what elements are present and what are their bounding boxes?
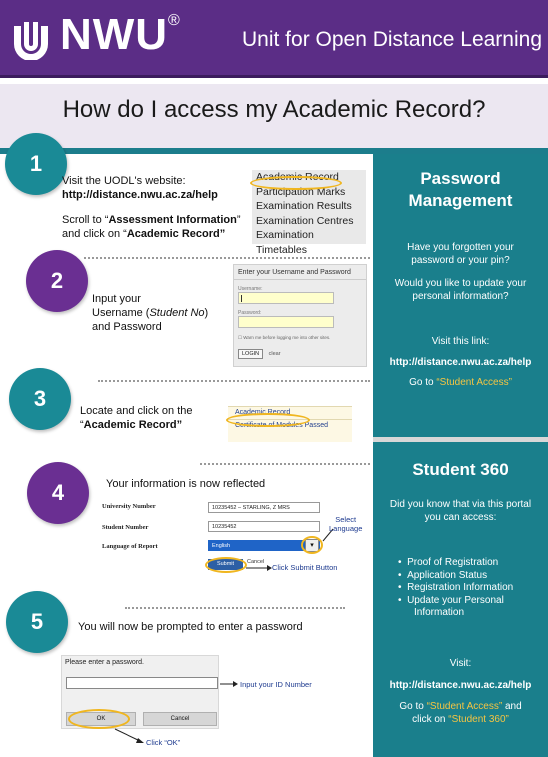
login-button[interactable]: LOGIN: [238, 349, 263, 359]
cancel-button[interactable]: Cancel: [247, 559, 265, 565]
highlight-oval: [250, 176, 342, 190]
list-item-continued: Information: [414, 607, 465, 618]
highlight-oval: [205, 557, 247, 573]
password-field[interactable]: [238, 316, 334, 328]
student-360-list: [398, 557, 538, 620]
list-item: • Registration Information: [398, 582, 514, 593]
language-select[interactable]: English: [208, 540, 320, 551]
ok-button[interactable]: OK: [66, 712, 136, 726]
ok-note: Click “OK”: [146, 738, 181, 747]
id-number-note: Input your ID Number: [240, 680, 312, 689]
goto-student-access: Go to “Student Access”: [409, 377, 512, 388]
warn-checkbox[interactable]: ☐ Warn me before logging me into other sites.: [238, 335, 331, 340]
step-1-instructions: Scroll to “Assessment Information” and click on “Academic Record”: [62, 214, 241, 240]
menu-item-examination-results[interactable]: Examination Results: [256, 200, 352, 212]
certificate-link[interactable]: Certificate of Modules Passed: [228, 419, 352, 432]
list-item: • Proof of Registration: [398, 557, 499, 568]
menu-item-examination-centres[interactable]: Examination Centres: [256, 214, 354, 227]
submit-note: Click Submit Button: [272, 563, 338, 572]
clear-link[interactable]: clear: [268, 351, 281, 357]
step-5-text: You will now be prompted to enter a password: [78, 621, 303, 633]
update-question: Would you like to update your personal information?: [394, 278, 527, 302]
arrow-right-icon: [246, 564, 272, 572]
menu-item-participation-marks[interactable]: Participation Marks: [256, 185, 346, 198]
step-1-line1: Visit the UODL's website:: [62, 175, 186, 187]
select-language-note: Select Language: [329, 515, 363, 533]
language-label: Language of Report: [102, 543, 158, 550]
step-2-text: Input your Username (Student No) and Password: [92, 293, 209, 333]
step-1-url[interactable]: http://distance.nwu.ac.za/help: [62, 189, 218, 201]
username-label: Username:: [238, 286, 263, 292]
list-item: • Application Status: [398, 569, 488, 581]
password-question: Have you forgotten your password or your pin?: [407, 242, 514, 266]
help-url-link[interactable]: http://distance.nwu.ac.za/help: [389, 357, 532, 368]
academic-record-link[interactable]: Academic Record: [235, 409, 291, 416]
unit-title: Unit for Open Distance Learning: [242, 28, 542, 51]
login-buttons: [238, 349, 366, 359]
university-number-label: University Number: [102, 503, 156, 510]
step-1-text: [62, 174, 218, 202]
step-3-text: Locate and click on the “Academic Record”: [80, 405, 193, 431]
arrow-right-icon: [220, 680, 238, 688]
visit-label: Visit:: [449, 658, 472, 669]
dotted-divider: [125, 607, 345, 609]
password-input[interactable]: [66, 677, 218, 689]
page-title: How do I access my Academic Record?: [62, 96, 486, 123]
dotted-divider: [98, 380, 370, 382]
university-number-field[interactable]: 10235452 – STARLING, Z MRS: [208, 502, 320, 513]
dotted-divider: [84, 257, 370, 259]
password-label: Password:: [238, 310, 262, 316]
logo-text: NWU: [60, 10, 169, 59]
student-360-title: Student 360: [412, 460, 509, 479]
highlight-oval: [226, 413, 310, 427]
step-1-badge: 1: [5, 133, 67, 195]
registered-mark: ®: [168, 12, 180, 29]
step-5-badge: 5: [6, 591, 68, 653]
student-360-intro: Did you know that via this portal you can access:: [389, 499, 532, 523]
dotted-divider: [200, 463, 370, 465]
menu-item-examination-timetables[interactable]: Examination Timetables: [256, 229, 314, 256]
login-form: [233, 264, 367, 367]
password-management-title: Password Management: [408, 169, 513, 210]
goto-student-360: Go to “Student Access” and click on “Student 360”: [399, 701, 522, 725]
login-header: Enter your Username and Password: [234, 265, 366, 280]
arrow-icon: [114, 728, 144, 744]
username-field[interactable]: [238, 292, 334, 304]
highlight-oval: [68, 709, 130, 729]
student-number-field[interactable]: 10235452: [208, 521, 320, 532]
visit-link-label: Visit this link:: [431, 336, 490, 347]
chevron-down-icon[interactable]: ▾: [305, 539, 319, 552]
nwu-logo-icon: [10, 18, 52, 60]
step-2-badge: 2: [26, 250, 88, 312]
student-number-label: Student Number: [102, 524, 149, 531]
step-4-heading: Your information is now reflected: [106, 478, 266, 490]
step-4-badge: 4: [27, 462, 89, 524]
menu-item-academic-record[interactable]: Academic Record: [256, 171, 339, 183]
student-360-url-link[interactable]: http://distance.nwu.ac.za/help: [389, 680, 532, 691]
list-item: • Update your Personal: [398, 594, 504, 606]
submit-button[interactable]: Submit: [208, 559, 243, 570]
password-prompt: Please enter a password.: [65, 659, 144, 666]
step-3-badge: 3: [9, 368, 71, 430]
cancel-button[interactable]: Cancel: [143, 712, 217, 726]
